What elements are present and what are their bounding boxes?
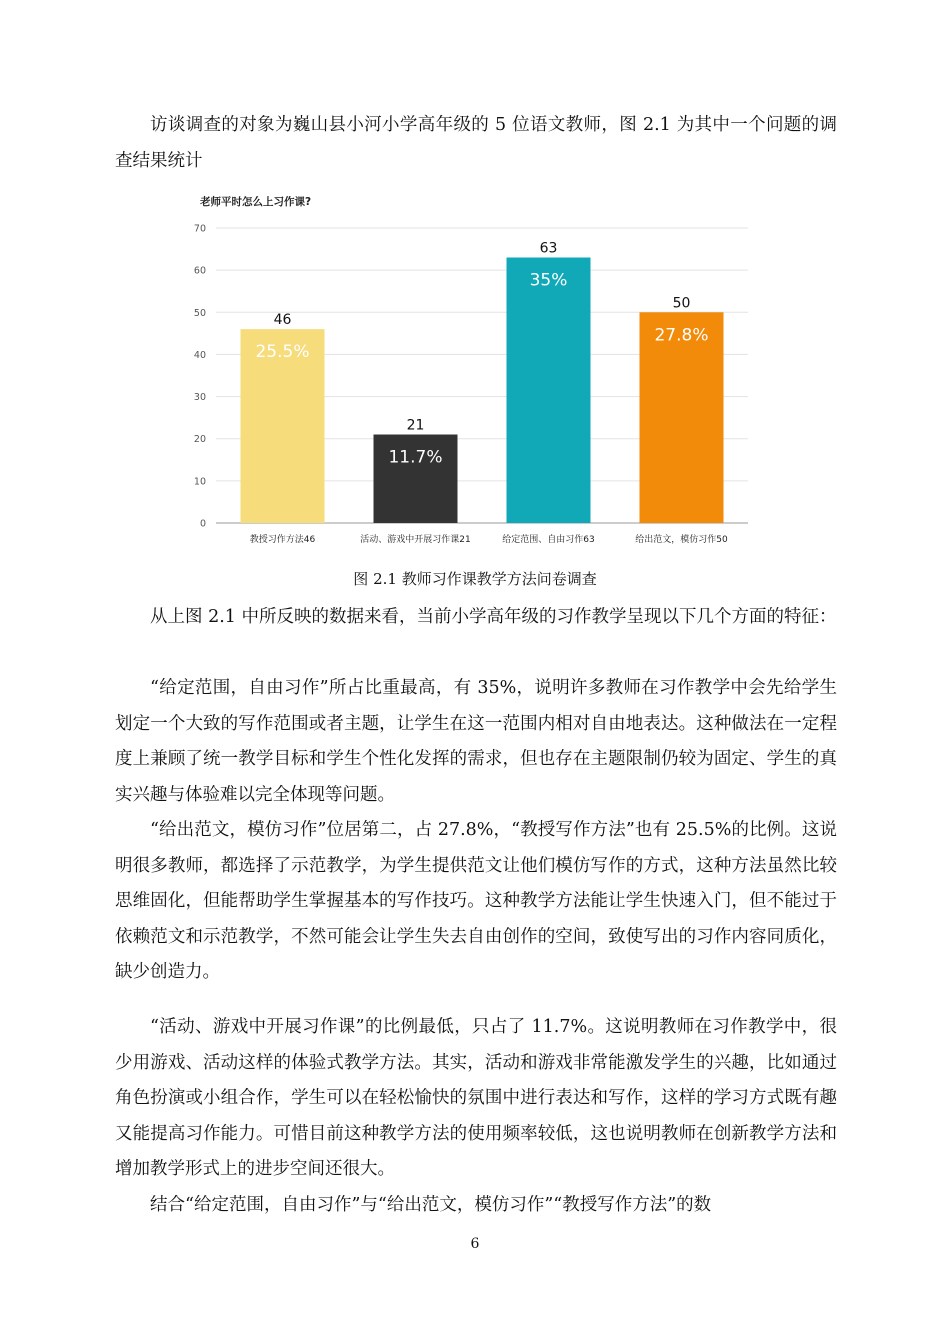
intro-paragraph: 访谈调查的对象为巍山县小河小学高年级的 5 位语文教师，图 2.1 为其中一个问题的调查结果统计 [115,115,837,171]
bar-value-label: 21 [406,417,425,434]
x-category-label: 给出范文，模仿习作50 [635,535,728,545]
y-tick-label: 20 [193,434,206,446]
bar-percent-label: 27.8% [654,325,709,346]
bar-value-label: 46 [273,312,292,329]
bar-percent-label: 11.7% [388,447,443,468]
x-category-label: 教授习作方法46 [249,535,316,545]
analysis-intro-paragraph: 从上图 2.1 中所反映的数据来看，当前小学高年级的习作教学呈现以下几个方面的特征： [150,607,837,627]
free-writing-paragraph: “给定范围，自由习作”所占比重最高，有 35%，说明许多教师在习作教学中会先给学生划定一个大致的写作范围或者主题，让学生在这一范围内相对自由地表达。这种做法在一定程度上兼顾了统一教学目标和学生个性化发挥的需求，但也存在主题限制仍较为固定、学生的真实兴趣与体验难以完全体现等问题。 [115,678,837,805]
y-tick-label: 40 [193,349,206,361]
model-essay-paragraph: “给出范文，模仿习作”位居第二，占 27.8%，“教授写作方法”也有 25.5%的比例。这说明很多教师，都选择了示范教学，为学生提供范文让他们模仿写作的方式，这种方法虽然比较思维固化，但能帮助学生掌握基本的写作技巧。这种教学方法能让学生快速入门，但不能过于依赖范文和示范教学，不然可能会让学生失去自由创作的空间，致使写出的习作内容同质化，缺少创造力。 [115,820,837,983]
y-tick-label: 10 [193,476,206,488]
y-tick-label: 70 [193,223,206,235]
bar [507,258,591,524]
combined-paragraph: 结合“给定范围，自由习作”与“给出范文，模仿习作”“教授写作方法”的数 [150,1195,712,1215]
bar-value-label: 63 [539,240,558,257]
y-tick-label: 50 [193,307,206,319]
bar-chart [178,188,758,558]
bar-value-label: 50 [672,295,691,312]
figure-caption: 图 2.1 教师习作课教学方法问卷调查 [353,570,597,588]
x-category-label: 给定范围、自由习作63 [502,535,595,545]
y-tick-label: 0 [199,518,206,530]
bar-percent-label: 25.5% [255,342,310,363]
x-category-label: 活动、游戏中开展习作课21 [360,535,471,545]
y-tick-label: 60 [193,265,206,277]
y-tick-label: 30 [193,392,206,404]
bar-percent-label: 35% [529,270,568,291]
page-number: 6 [470,1236,480,1252]
chart-title: 老师平时怎么上习作课? [200,196,312,208]
activity-game-paragraph: “活动、游戏中开展习作课”的比例最低，只占了 11.7%。这说明教师在习作教学中，很少用游戏、活动这样的体验式教学方法。其实，活动和游戏非常能激发学生的兴趣，比如通过角色扮演或小组合作，学生可以在轻松愉快的氛围中进行表达和写作，这样的学习方式既有趣又能提高习作能力。可惜目前这种教学方法的使用频率较低，这也说明教师在创新教学方法和增加教学形式上的进步空间还很大。 [115,1017,837,1180]
